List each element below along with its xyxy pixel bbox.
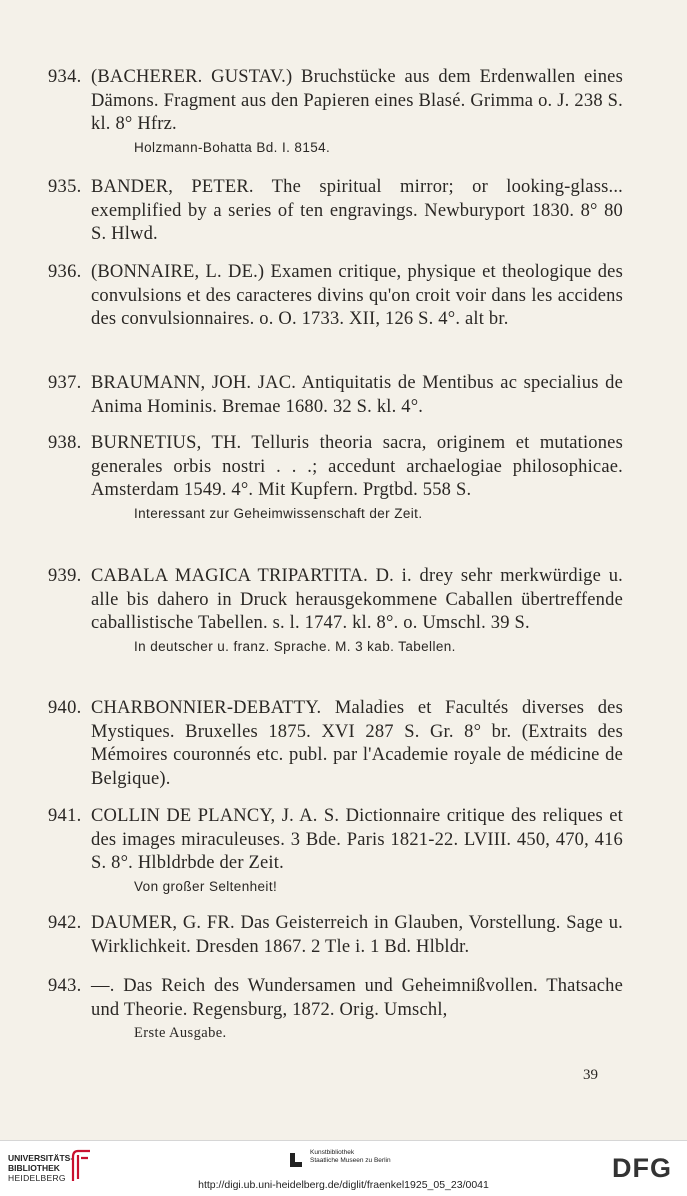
entry-text: CHARBONNIER-DEBATTY. Maladies et Facultés diverses des Mystiques. Bruxelles 1875. XVI 287 S. Gr. 8° br. (Extraits des Mémoires couronnés etc. publ. par l'Academie royale de médicine de Belgique). xyxy=(91,698,623,789)
catalog-entry-940 xyxy=(48,697,623,791)
entry-number: 941. xyxy=(48,806,82,826)
permalink-url[interactable]: http://digi.ub.uni-heidelberg.de/diglit/fraenkel1925_05_23/0041 xyxy=(198,1179,489,1191)
entry-note: Holzmann-Bohatta Bd. I. 8154. xyxy=(134,139,331,155)
library-emblem-icon xyxy=(70,1149,92,1183)
dfg-logo[interactable]: DFG xyxy=(612,1153,672,1183)
entry-text: BANDER, PETER. The spiritual mirror; or looking-glass... exemplified by a series of ten engravings. Newburyport 1830. 8° 80 S. Hlwd. xyxy=(91,177,623,244)
page-number: 39 xyxy=(583,1067,598,1083)
entry-text: BRAUMANN, JOH. JAC. Antiquitatis de Mentibus ac specialius de Anima Hominis. Bremae 1680. 32 S. kl. 4°. xyxy=(91,373,623,417)
kunstbibliothek-mark-icon xyxy=(290,1153,302,1167)
catalog-entry-938 xyxy=(48,432,623,523)
entry-number: 938. xyxy=(48,433,82,453)
catalog-entry-937 xyxy=(48,372,623,419)
entry-text: COLLIN DE PLANCY, J. A. S. Dictionnaire critique des reliques et des images miraculeuses. 3 Bde. Paris 1821-22. LVIII. 450, 470, 416 S. 8°. Hlbldrbde der Zeit. xyxy=(91,806,623,873)
entry-note: Von großer Seltenheit! xyxy=(134,878,278,894)
catalog-entry-939 xyxy=(48,565,623,656)
catalog-entry-935 xyxy=(48,176,623,247)
entry-note: In deutscher u. franz. Sprache. M. 3 kab. Tabellen. xyxy=(134,638,456,654)
catalog-entry-941 xyxy=(48,805,623,896)
entry-number: 936. xyxy=(48,262,82,282)
entry-note: Erste Ausgabe. xyxy=(134,1025,227,1041)
entry-number: 934. xyxy=(48,67,82,87)
entry-text: CABALA MAGICA TRIPARTITA. D. i. drey sehr merkwürdige u. alle bis dahero in Druck herausgekommene Caballen übertreffende caballistische Tabellen. s. l. 1747. kl. 8°. o. Umschl. 39 S. xyxy=(91,566,623,633)
entry-note: Interessant zur Geheimwissenschaft der Zeit. xyxy=(134,505,423,521)
logo-line: HEIDELBERG xyxy=(8,1173,66,1183)
entry-text: DAUMER, G. FR. Das Geisterreich in Glauben, Vorstellung. Sage u. Wirklichkeit. Dresden 1867. 2 Tle i. 1 Bd. Hlbldr. xyxy=(91,913,623,957)
catalog-entry-942 xyxy=(48,912,623,959)
entry-text: BURNETIUS, TH. Telluris theoria sacra, originem et mutationes generales orbis nostri . . .; accedunt archaelogiae philosophicae. Amsterdam 1549. 4°. Mit Kupfern. Prgtbd. 558 S. xyxy=(91,433,623,500)
entry-text: —. Das Reich des Wundersamen und Geheimnißvollen. Thatsache und Theorie. Regensburg, 1872. Orig. Umschl, xyxy=(91,976,623,1020)
entry-number: 940. xyxy=(48,698,82,718)
kb-line: Staatliche Museen zu Berlin xyxy=(310,1157,391,1164)
entry-number: 937. xyxy=(48,373,82,393)
kunstbibliothek-logo[interactable] xyxy=(292,1149,391,1165)
entry-number: 943. xyxy=(48,976,82,996)
logo-line: UNIVERSITÄTS- xyxy=(8,1153,74,1163)
logo-line: BIBLIOTHEK xyxy=(8,1163,60,1173)
entry-number: 935. xyxy=(48,177,82,197)
digitization-footer xyxy=(0,1140,687,1196)
entry-number: 942. xyxy=(48,913,82,933)
catalog-entry-936 xyxy=(48,261,623,332)
entry-number: 939. xyxy=(48,566,82,586)
catalog-entry-934 xyxy=(48,66,623,157)
catalog-entry-943 xyxy=(48,975,623,1042)
entry-text: (BACHERER. GUSTAV.) Bruchstücke aus dem Erdenwallen eines Dämons. Fragment aus den Papieren eines Blasé. Grimma o. J. 238 S. kl. 8° Hfrz. xyxy=(91,67,623,134)
kb-line: Kunstbibliothek xyxy=(310,1149,355,1156)
entry-text: (BONNAIRE, L. DE.) Examen critique, physique et theologique des convulsions et des caracteres divins qu'on croit voir dans les accidens des convulsionnaires. o. O. 1733. XII, 126 S. 4°. alt br. xyxy=(91,262,623,329)
